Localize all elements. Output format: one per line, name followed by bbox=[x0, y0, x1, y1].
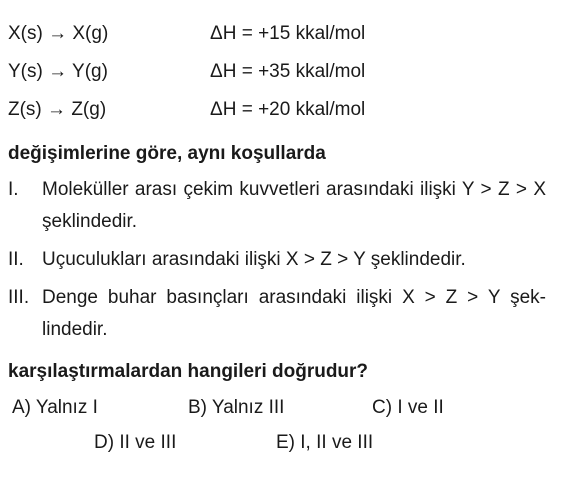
statement-3 bbox=[8, 282, 546, 346]
statement-3-numeral: III. bbox=[8, 287, 30, 308]
option-a[interactable]: A) Yalnız I bbox=[12, 397, 98, 418]
reaction-2-enthalpy: ΔH = +35 kkal/mol bbox=[210, 61, 366, 82]
statement-2 bbox=[8, 244, 546, 276]
statement-1-numeral: I. bbox=[8, 179, 19, 200]
reaction-3-enthalpy: ΔH = +20 kkal/mol bbox=[210, 99, 366, 120]
option-c[interactable]: C) I ve II bbox=[372, 397, 444, 418]
reaction-2-equation: Y(s) → Y(g) bbox=[8, 61, 108, 82]
statement-2-numeral: II. bbox=[8, 249, 24, 270]
option-d[interactable]: D) II ve III bbox=[94, 432, 177, 453]
reaction-3-equation: Z(s) → Z(g) bbox=[8, 99, 107, 120]
statement-2-text: Uçuculukları arasındaki ilişki X > Z > Y şeklindedir. bbox=[42, 249, 466, 270]
option-e[interactable]: E) I, II ve III bbox=[276, 432, 374, 453]
reaction-1-equation: X(s) → X(g) bbox=[8, 23, 109, 44]
statement-1-text: Moleküller arası çekim kuvvetleri arasındaki ilişki Y > Z > X şeklindedir. bbox=[42, 179, 546, 232]
reaction-1-enthalpy: ΔH = +15 kkal/mol bbox=[210, 23, 366, 44]
statement-3-text: Denge buhar basınçları arasındaki ilişki X > Z > Y şek-lindedir. bbox=[42, 287, 546, 340]
statement-1 bbox=[8, 174, 546, 238]
lead-text: değişimlerine göre, aynı koşullarda bbox=[8, 143, 326, 164]
question-text: karşılaştırmalardan hangileri doğrudur? bbox=[8, 361, 369, 382]
option-b[interactable]: B) Yalnız III bbox=[188, 397, 285, 418]
